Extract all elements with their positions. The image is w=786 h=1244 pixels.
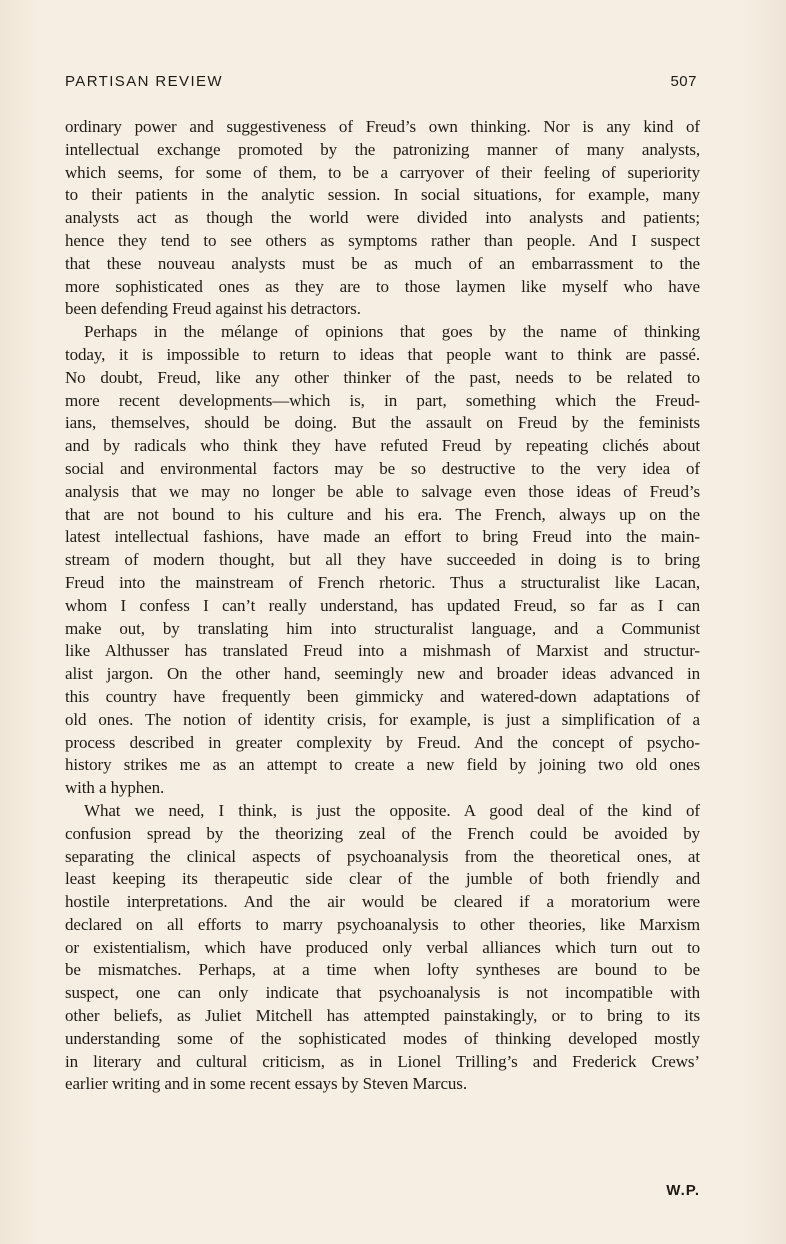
text-line: this country have frequently been gimmicky and watered-down adaptations of bbox=[65, 686, 700, 706]
text-line: suspect, one can only indicate that psychoanalysis is not incompatible with bbox=[65, 983, 700, 1003]
text-line: and by radicals who think they have refuted Freud by repeating clichés about bbox=[65, 436, 700, 456]
journal-title: PARTISAN REVIEW bbox=[65, 73, 223, 90]
text-line: declared on all efforts to marry psychoanalysis to other theories, like Marxism bbox=[65, 914, 700, 934]
text-line: hence they tend to see others as symptoms rather than people. And I suspect bbox=[65, 230, 700, 250]
text-line: ians, themselves, should be doing. But the assault on Freud by the feminists bbox=[65, 413, 700, 433]
text-line: or existentialism, which have produced only verbal alliances which turn out to bbox=[65, 937, 700, 957]
text-line: social and environmental factors may be so destructive to the very idea of bbox=[65, 458, 700, 478]
text-line: which seems, for some of them, to be a carryover of their feeling of superiority bbox=[65, 162, 700, 182]
text-line: Perhaps in the mélange of opinions that goes by the name of thinking bbox=[84, 322, 700, 342]
text-line: other beliefs, as Juliet Mitchell has attempted painstakingly, or to bring to its bbox=[65, 1006, 700, 1026]
article-body bbox=[65, 116, 700, 1096]
text-line: old ones. The notion of identity crisis, for example, is just a simplification of a bbox=[65, 709, 700, 729]
text-line: hostile interpretations. And the air would be cleared if a moratorium were bbox=[65, 892, 700, 912]
text-line: least keeping its therapeutic side clear of the jumble of both friendly and bbox=[65, 869, 700, 889]
text-line: Freud into the mainstream of French rhetoric. Thus a structuralist like Lacan, bbox=[65, 572, 700, 592]
text-line: to their patients in the analytic session. In social situations, for example, many bbox=[65, 185, 700, 205]
text-line: that are not bound to his culture and his era. The French, always up on the bbox=[65, 504, 700, 524]
page-number: 507 bbox=[670, 73, 697, 90]
text-line: with a hyphen. bbox=[65, 778, 165, 798]
text-line: analysis that we may no longer be able to salvage even those ideas of Freud’s bbox=[65, 481, 700, 501]
text-line: What we need, I think, is just the opposite. A good deal of the kind of bbox=[84, 800, 700, 820]
text-line: today, it is impossible to return to ideas that people want to think are passé. bbox=[65, 344, 700, 364]
text-line: latest intellectual fashions, have made an effort to bring Freud into the main- bbox=[65, 527, 700, 547]
text-line: understanding some of the sophisticated modes of thinking developed mostly bbox=[65, 1028, 700, 1048]
running-head bbox=[65, 73, 697, 95]
text-line: analysts act as though the world were divided into analysts and patients; bbox=[65, 208, 700, 228]
text-line: more recent developments—which is, in part, something which the Freud- bbox=[65, 390, 700, 410]
text-line: like Althusser has translated Freud into a mishmash of Marxist and structur- bbox=[65, 641, 700, 661]
text-line: that these nouveau analysts must be as much of an embarrassment to the bbox=[65, 253, 700, 273]
text-line: more sophisticated ones as they are to those laymen like myself who have bbox=[65, 276, 700, 296]
text-line: No doubt, Freud, like any other thinker of the past, needs to be related to bbox=[65, 367, 700, 387]
text-line: intellectual exchange promoted by the patronizing manner of many analysts, bbox=[65, 139, 700, 159]
text-line: make out, by translating him into structuralist language, and a Communist bbox=[65, 618, 700, 638]
text-line: separating the clinical aspects of psychoanalysis from the theoretical ones, at bbox=[65, 846, 700, 866]
text-line: be mismatches. Perhaps, at a time when lofty syntheses are bound to be bbox=[65, 960, 700, 980]
text-line: in literary and cultural criticism, as in Lionel Trilling’s and Frederick Crews’ bbox=[65, 1051, 700, 1071]
text-line: stream of modern thought, but all they have succeeded in doing is to bring bbox=[65, 550, 700, 570]
text-line: been defending Freud against his detractors. bbox=[65, 299, 361, 319]
author-signature: W.P. bbox=[666, 1182, 700, 1199]
text-line: confusion spread by the theorizing zeal of the French could be avoided by bbox=[65, 823, 700, 843]
text-line: alist jargon. On the other hand, seemingly new and broader ideas advanced in bbox=[65, 664, 700, 684]
text-line: history strikes me as an attempt to create a new field by joining two old ones bbox=[65, 755, 700, 775]
text-line: process described in greater complexity by Freud. And the concept of psycho- bbox=[65, 732, 700, 752]
text-line: whom I confess I can’t really understand, has updated Freud, so far as I can bbox=[65, 595, 700, 615]
text-line: ordinary power and suggestiveness of Freud’s own thinking. Nor is any kind of bbox=[65, 117, 700, 136]
text-line: earlier writing and in some recent essays by Steven Marcus. bbox=[65, 1074, 467, 1094]
